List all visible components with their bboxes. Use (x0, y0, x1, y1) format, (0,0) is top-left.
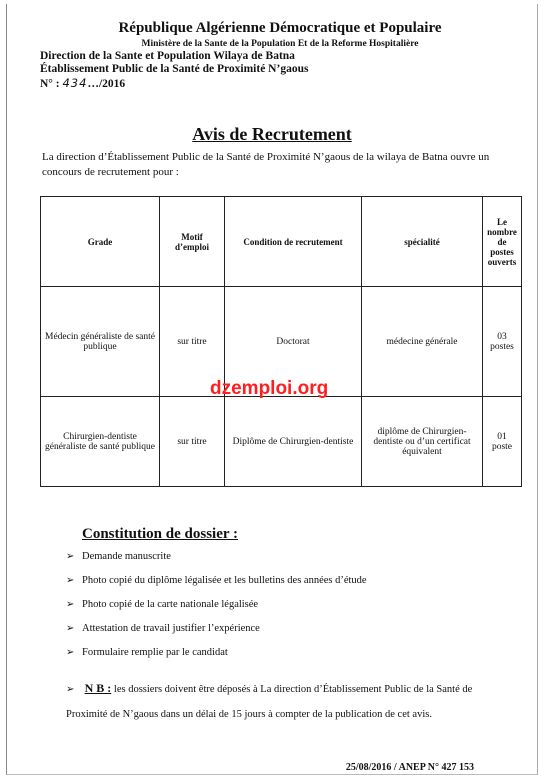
cell-motif: sur titre (160, 397, 225, 487)
list-item: ➢ Photo copié du diplôme légalisée et les bulletins des années d’étude (66, 572, 526, 596)
header-specialite: spécialité (362, 197, 483, 287)
table-header-row (41, 197, 522, 287)
arrowhead-bullet-icon: ➢ (66, 575, 75, 586)
table-row (41, 397, 522, 487)
direction-line: Direction de la Sante et Population Wilaya de Batna (40, 50, 295, 62)
number-prefix: N° : (40, 78, 60, 90)
notice-title: Avis de Recrutement (192, 124, 352, 144)
reference-number (40, 76, 520, 90)
cell-grade: Médecin généraliste de santé publique (41, 287, 160, 397)
ministry-line: Ministère de la Sante de la Population Et de la Reforme Hospitalière (141, 39, 419, 49)
publication-footer: 25/08/2016 / ANEP N° 427 153 (345, 762, 474, 773)
cell-condition: Doctorat (225, 287, 362, 397)
header-grade: Grade (41, 197, 160, 287)
handwritten-number: 434 (62, 76, 88, 90)
number-suffix: …/2016 (87, 78, 126, 90)
nb-label: N B : (84, 681, 112, 695)
list-item: ➢ Attestation de travail justifier l’expérience (66, 620, 526, 644)
arrowhead-bullet-icon: ➢ (66, 647, 75, 658)
cell-specialite: diplôme de Chirurgien-dentiste ou d’un certificat équivalent (362, 397, 483, 487)
intro-paragraph: La direction d’Établissement Public de la Santé de Proximité N’gaous de la wilaya de Batna ouvre un concours de recrutement pour : (42, 151, 490, 178)
cell-postes: 01 poste (483, 397, 522, 487)
arrowhead-bullet-icon: ➢ (66, 684, 75, 695)
cell-condition: Diplôme de Chirurgien-dentiste (225, 397, 362, 487)
list-item: ➢ Photo copié de la carte nationale légalisée (66, 596, 526, 620)
recruitment-table (40, 196, 522, 487)
list-item: ➢ Demande manuscrite (66, 548, 526, 572)
arrowhead-bullet-icon: ➢ (66, 623, 75, 634)
header-condition: Condition de recrutement (225, 197, 362, 287)
nb-paragraph (66, 676, 512, 727)
cell-specialite: médecine générale (362, 287, 483, 397)
header-motif: Motif d’emploi (160, 197, 225, 287)
arrowhead-bullet-icon: ➢ (66, 551, 75, 562)
arrowhead-bullet-icon: ➢ (66, 599, 75, 610)
dossier-list (66, 548, 526, 668)
cell-postes: 03 postes (483, 287, 522, 397)
republic-title: République Algérienne Démocratique et Populaire (118, 20, 442, 36)
watermark-text: dzemploi.org (210, 378, 329, 399)
header-nombre-postes: Le nombre de postes ouverts (483, 197, 522, 287)
nb-text: les dossiers doivent être déposés à La direction d’Établissement Public de la Santé de Proximité de N’gaous dans un délai de 15 jours à compter de la publication de cet avis. (66, 684, 473, 720)
cell-motif: sur titre (160, 287, 225, 397)
document-header (40, 20, 520, 90)
establishment-line: Établissement Public de la Santé de Proximité N’gaous (40, 63, 309, 75)
list-item: ➢ Formulaire remplie par le candidat (66, 644, 526, 668)
dossier-title: Constitution de dossier : (82, 526, 238, 542)
cell-grade: Chirurgien-dentiste généraliste de santé publique (41, 397, 160, 487)
